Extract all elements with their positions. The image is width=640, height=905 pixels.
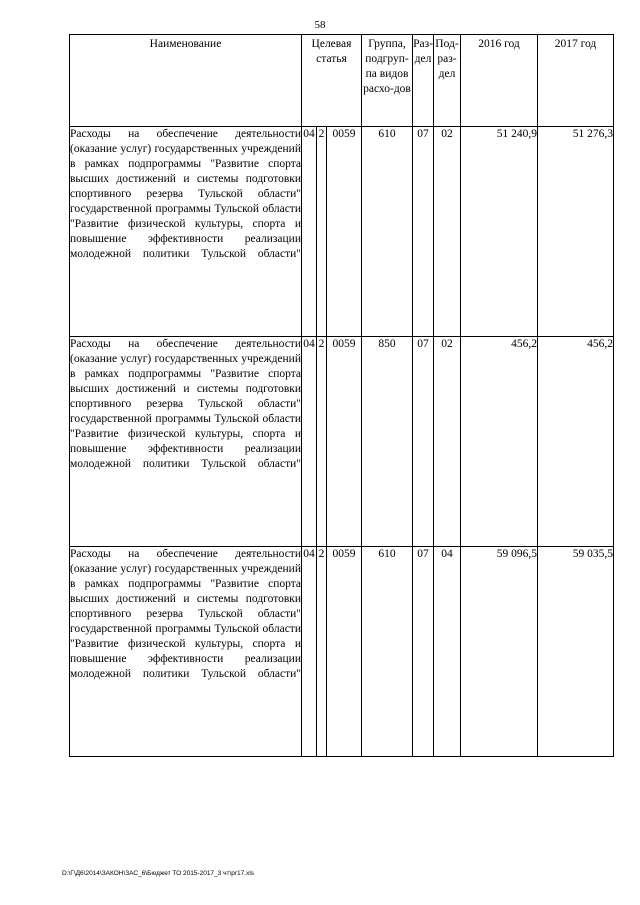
row-target-code-1: 04 <box>302 547 317 757</box>
header-name: Наименование <box>70 35 302 127</box>
page-number: 58 <box>314 19 326 31</box>
row-subsection: 02 <box>434 337 461 547</box>
row-subsection: 04 <box>434 547 461 757</box>
row-amount-2017: 456,2 <box>538 337 614 547</box>
row-amount-2016: 51 240,9 <box>461 127 538 337</box>
file-path-footer: D:\Г\Д6\2014\ЗАКОН\ЗАС_6\Бюджет ТО 2015-2017_3 чт\pr17.xls <box>62 870 255 877</box>
row-expense-group: 610 <box>362 547 413 757</box>
row-section: 07 <box>413 337 434 547</box>
row-section: 07 <box>413 547 434 757</box>
row-expense-group: 850 <box>362 337 413 547</box>
row-amount-2016: 456,2 <box>461 337 538 547</box>
row-target-code-2: 2 <box>317 127 327 337</box>
header-row <box>70 35 614 127</box>
row-name: Расходы на обеспечение деятельности (оказание услуг) государственных учреждений в рамках подпрограммы "Развитие спорта высших достижений и системы подготовки спортивного резерва Тульской области" государственной программы Тульской области "Развитие физической культуры, спорта и повышение эффективности реализации молодежной политики Тульской области" <box>70 337 302 547</box>
row-expense-group: 610 <box>362 127 413 337</box>
header-2017: 2017 год <box>538 35 614 127</box>
row-target-code-3: 0059 <box>327 337 362 547</box>
row-target-code-3: 0059 <box>327 547 362 757</box>
row-target-code-1: 04 <box>302 337 317 547</box>
header-target-article: Целевая статья <box>302 35 362 127</box>
header-subsection: Под-раз-дел <box>434 35 461 127</box>
header-2016: 2016 год <box>461 35 538 127</box>
row-target-code-2: 2 <box>317 337 327 547</box>
row-section: 07 <box>413 127 434 337</box>
row-amount-2016: 59 096,5 <box>461 547 538 757</box>
row-name: Расходы на обеспечение деятельности (оказание услуг) государственных учреждений в рамках подпрограммы "Развитие спорта высших достижений и системы подготовки спортивного резерва Тульской области" государственной программы Тульской области "Развитие физической культуры, спорта и повышение эффективности реализации молодежной политики Тульской области" <box>70 127 302 337</box>
row-amount-2017: 51 276,3 <box>538 127 614 337</box>
row-subsection: 02 <box>434 127 461 337</box>
row-amount-2017: 59 035,5 <box>538 547 614 757</box>
header-expense-group: Группа, подгруп-па видов расхо-дов <box>362 35 413 127</box>
table-row <box>70 337 614 547</box>
table-row <box>70 547 614 757</box>
row-target-code-1: 04 <box>302 127 317 337</box>
row-target-code-3: 0059 <box>327 127 362 337</box>
header-section: Раз-дел <box>413 35 434 127</box>
budget-table <box>69 34 614 757</box>
table-row <box>70 127 614 337</box>
row-name: Расходы на обеспечение деятельности (оказание услуг) государственных учреждений в рамках подпрограммы "Развитие спорта высших достижений и системы подготовки спортивного резерва Тульской области" государственной программы Тульской области "Развитие физической культуры, спорта и повышение эффективности реализации молодежной политики Тульской области" <box>70 547 302 757</box>
row-target-code-2: 2 <box>317 547 327 757</box>
